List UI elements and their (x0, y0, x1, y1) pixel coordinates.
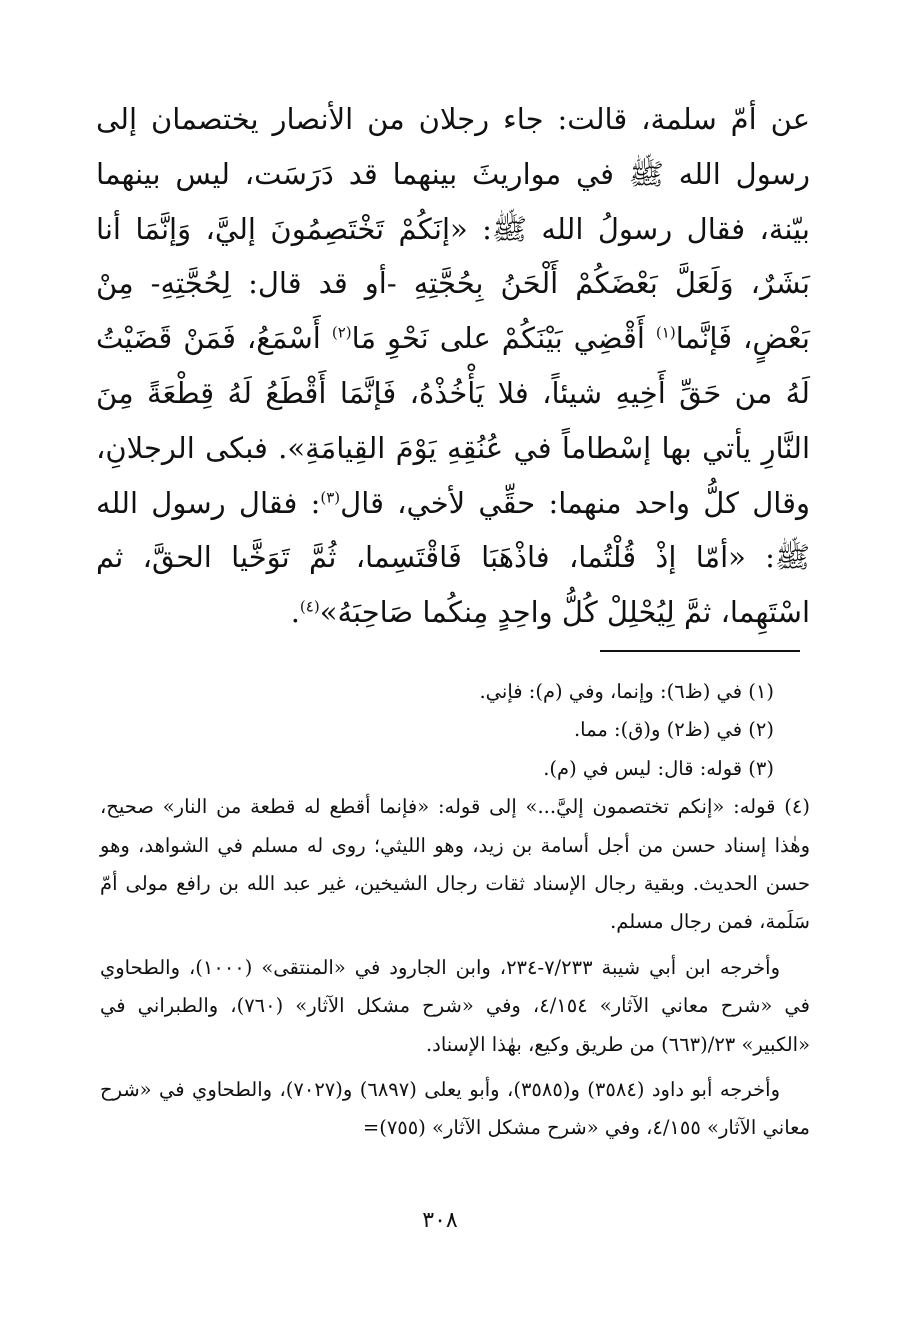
footnote-2: (٢) في (ظ٢) و(ق): مما. (573, 718, 774, 742)
main-text-part-4: : فقال رسول الله ﷺ: «أمّا إذْ قُلْتُما، فاذْهَبَا فَاقْتَسِما، ثُمَّ تَوَخَّيا الحقَّ، ثم اسْتَهِما، ثمَّ لِيُحْلِلْ كُلُّ واحِدٍ مِنكُما صَاحِبَهُ» (96, 485, 810, 630)
footnote-separator (600, 650, 800, 652)
hadith-main-text (96, 92, 810, 640)
footnote-4: (٤) قوله: «إنكم تختصمون إليَّ...» إلى قوله: «فإنما أقطع له قطعة من النار» صحيح، وهٰذا إسناد حسن من أجل أسامة بن زيد، وهو الليثي؛ روى له مسلم في الشواهد، وهو حسن الحديث. وبقية رجال الإسناد ثقات رجال الشيخين، غير عبد الله بن رافع مولى أمّ سَلَمة، فمن رجال مسلم. (100, 795, 810, 934)
main-text-part-2: أَقْضِي بَيْنَكُمْ على نَحْوِ مَا (351, 321, 656, 356)
main-text-part-5: . (290, 595, 300, 630)
footnote-ref-1: (١) (655, 323, 676, 342)
page-number: ٣٠٨ (422, 1208, 458, 1233)
main-text-part-1: عن أمّ سلمة، قالت: جاء رجلان من الأنصار يختصمان إلى رسول الله ﷺ في مواريثَ بينهما قد دَرَسَت، ليس بينهما بيّنة، فقال رسولُ الله ﷺ: «إنَكُمْ تَخْتَصِمُونَ إليَّ، وَإنَّمَا أنا بَشَرٌ، وَلَعَلَّ بَعْضَكُمْ أَلْحَنُ بِحُجَّتِهِ -أو قد قال: لِحُجَّتِهِ- مِنْ بَعْضٍ، فَإنَّما (96, 102, 810, 356)
footnote-ref-3: (٣) (320, 487, 341, 506)
footnote-3: (٣) قوله: قال: ليس في (م). (543, 756, 774, 780)
footnote-ref-2: (٢) (331, 323, 352, 342)
footnote-1: (١) في (ظ٦): وإنما، وفي (م): فإني. (479, 680, 774, 703)
footnote-ref-4: (٤) (299, 597, 320, 616)
footnotes-section (100, 673, 810, 1148)
main-text-part-3: أَسْمَعُ، فَمَنْ قَضَيْتُ لَهُ من حَقِّ أَخِيهِ شيئاً، فلا يَأْخُذْهُ، فَإنَّمَا أَقْطَعُ لَهُ قِطْعَةً مِنَ النَّارِ يأتي بها إسْطاماً في عُنُقِهِ يَوْمَ القِيامَةِ». فبكى الرجلانِ، وقال كلُّ واحد منهما: حقِّي لأخي، قال (96, 321, 810, 520)
footnote-4-takhrij-2: وأخرجه أبو داود (٣٥٨٤) و(٣٥٨٥)، وأبو يعلى (٦٨٩٧) و(٧٠٢٧)، والطحاوي في «شرح معاني الآثار» ٤/١٥٥، وفي «شرح مشكل الآثار» (٧٥٥)= (100, 1078, 810, 1140)
footnote-4-takhrij-1: وأخرجه ابن أبي شيبة ٧/٢٣٣-٢٣٤، وابن الجارود في «المنتقى» (١٠٠٠)، والطحاوي في «شرح معاني الآثار» ٤/١٥٤، وفي «شرح مشكل الآثار» (٧٦٠)، والطبراني في «الكبير» ٢٣/(٦٦٣) من طريق وكيع، بهٰذا الإسناد. (100, 955, 811, 1056)
